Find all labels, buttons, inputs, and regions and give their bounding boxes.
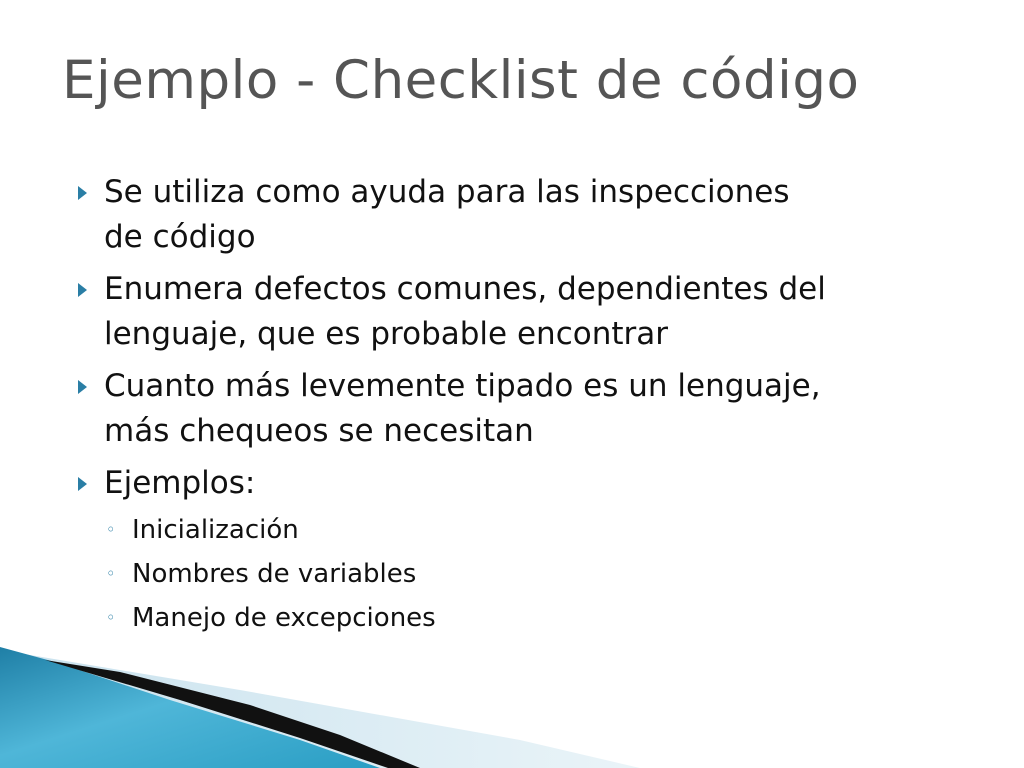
bullet-text: Enumera defectos comunes, dependientes del (104, 271, 826, 307)
circle-outline-icon: ◦ (106, 608, 116, 627)
circle-outline-icon: ◦ (106, 564, 116, 583)
slide-title: Ejemplo - Checklist de código (62, 50, 860, 111)
bullet-text: Cuanto más levemente tipado es un lenguaje, (104, 368, 821, 404)
bullet-text: Ejemplos: (104, 465, 256, 501)
sub-bullet-text: Inicialización (132, 515, 299, 545)
sub-bullet-text: Manejo de excepciones (132, 603, 436, 633)
bullet-text-continued: lenguaje, que es probable encontrar (104, 316, 668, 352)
bullet-text-continued: más chequeos se necesitan (104, 413, 534, 449)
circle-outline-icon: ◦ (106, 520, 116, 539)
sub-bullet-text: Nombres de variables (132, 559, 417, 589)
bullet-text: Se utiliza como ayuda para las inspecciones (104, 174, 790, 210)
bullet-text-continued: de código (104, 219, 256, 255)
